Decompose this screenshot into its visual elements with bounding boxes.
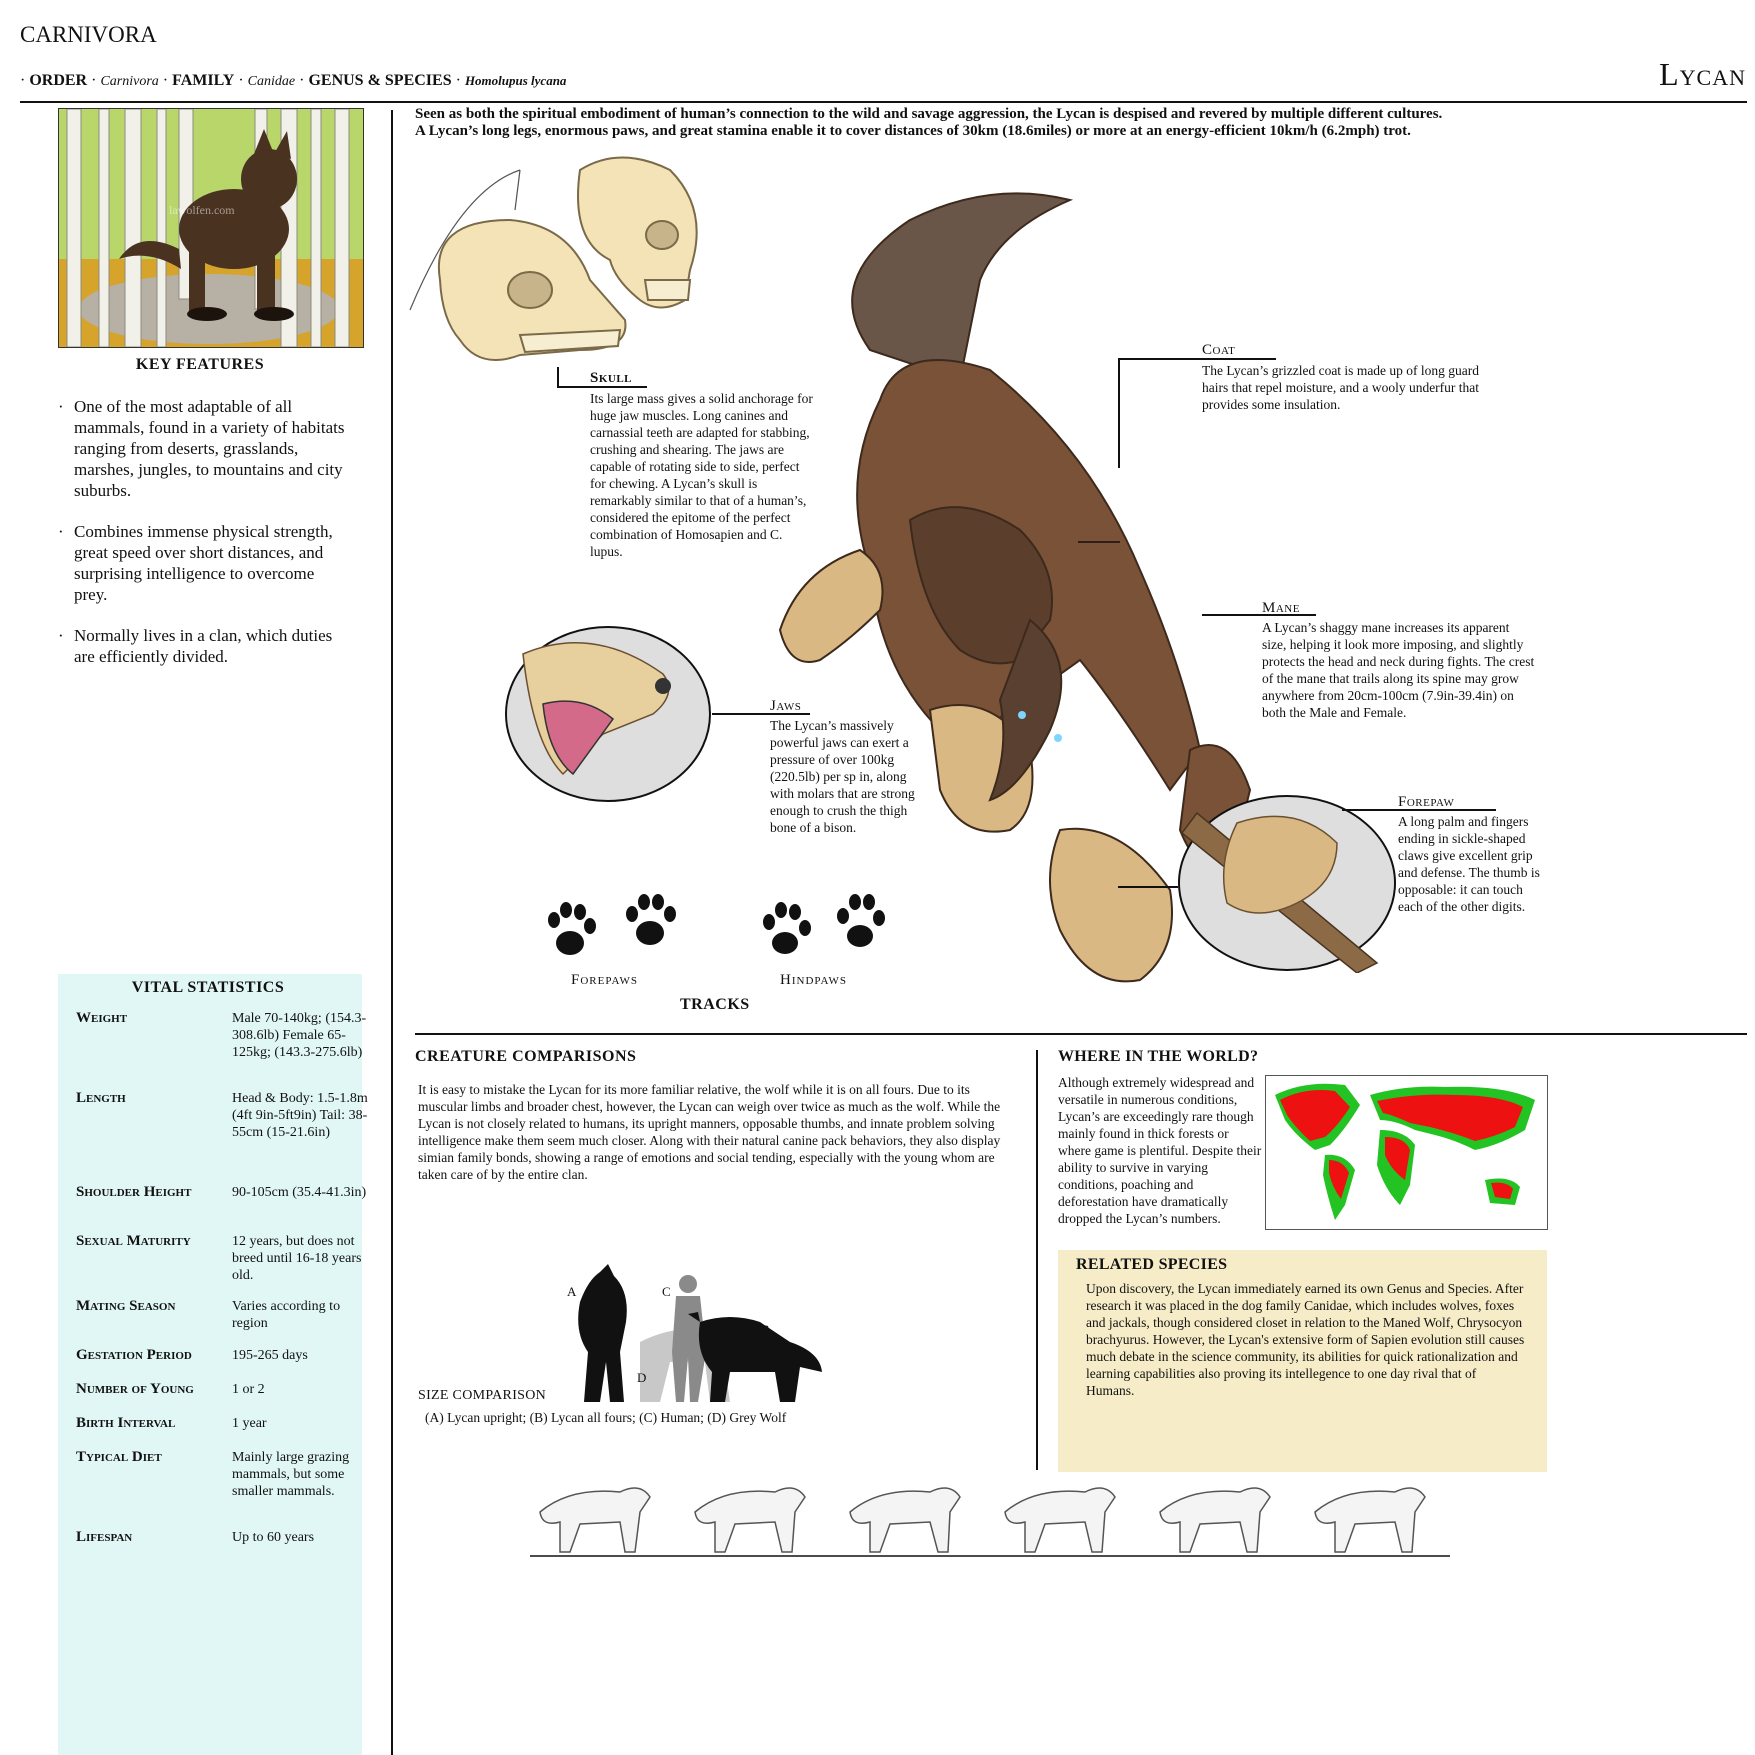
taxonomy-order-label: ORDER [29,72,88,89]
vital-value: 12 years, but does not breed until 16-18 years old. [232,1234,362,1283]
vital-value: Up to 60 years [232,1530,315,1545]
world-range-map [1265,1075,1548,1230]
vital-row-shoulder-height [76,1184,376,1224]
taxonomy-genus-value: Homolupus lycana [464,73,567,88]
taxonomy-family-label: FAMILY [172,72,235,89]
key-feature-item: · Normally lives in a clan, which duties are efficiently divided. [58,625,348,667]
vital-row-lifespan [76,1529,376,1551]
forepaw-tracks [540,888,690,968]
world-text: Although extremely widespread and versatile in numerous conditions, Lycan’s are exceedingly rare though mainly found in thick forests or where game is plentiful. Despite their ability to survive in varying conditions, poaching and deforestation have dramatically dropped the Lycan’s numbers. [1058,1075,1262,1226]
vital-statistics-title: VITAL STATISTICS [131,979,285,996]
intro-line-2: A Lycan’s long legs, enormous paws, and great stamina enable it to cover distances of 30km (18.6miles) or more at an energy-efficient 10km/h (6.2mph) trot. [415,123,1411,139]
vital-value: Male 70-140kg; (154.3-308.6lb) Female 65-125kg; (143.3-275.6lb) [232,1011,367,1060]
taxonomy-genus-label: GENUS & SPECIES [308,72,452,89]
mane-title: Mane [1262,600,1300,616]
vital-key: Shoulder Height [76,1184,192,1200]
bottom-vertical-divider [1036,1050,1038,1470]
taxonomy-order-value: Carnivora [100,74,159,89]
forepaw-text: A long palm and fingers ending in sickle-shaped claws give excellent grip and defense. The thumb is opposable: it can touch each of the other digits. [1398,814,1540,914]
size-comparison-title: SIZE COMPARISON [418,1388,547,1403]
vital-key: Birth Interval [76,1415,176,1431]
skull-illustration [400,150,720,390]
related-species-text: Upon discovery, the Lycan immediately earned its own Genus and Species. After research it was placed in the dog family Canidae, which includes wolves, foxes and jackals, though considered closet in relation to the Maned Wolf, Chrysocyon brachyurus. However, the Lycan's extensive form of Sapien evolution still causes much debate in the science community, its abilities for quick rationalization and learning capabilities also proving its intellegence to one day rival that of Humans. [1086,1281,1525,1398]
vital-key: Lifespan [76,1529,133,1545]
key-features-title: KEY FEATURES [135,356,265,373]
vital-key: Gestation Period [76,1347,192,1363]
related-species-panel [1058,1250,1547,1472]
vital-row-number-of-young [76,1381,376,1403]
forepaws-label: Forepaws [571,972,639,988]
painting-watermark: lawolfen.com [169,203,235,217]
vital-value: 1 year [232,1416,267,1431]
tracks-title: TRACKS [680,996,750,1013]
skull-connector [557,367,559,387]
vital-row-mating-season [76,1298,376,1338]
vital-key: Weight [76,1010,128,1026]
vital-key: Typical Diet [76,1449,162,1465]
key-feature-item: · Combines immense physical strength, great speed over short distances, and surprising intelligence to overcome prey. [58,521,348,605]
size-label-d: D [637,1370,647,1385]
vital-statistics-panel [58,974,368,1755]
vital-key: Number of Young [76,1381,194,1397]
mane-annotation [1262,600,1537,721]
coat-title: Coat [1202,342,1236,358]
left-column-divider [391,110,393,1755]
vital-key: Sexual Maturity [76,1233,191,1249]
size-comparison-silhouettes [560,1262,840,1410]
vital-value: Mainly large grazing mammals, but some smaller mammals. [232,1450,350,1499]
lycan-forest-painting [58,108,364,348]
hindpaws-label: Hindpaws [780,972,848,988]
vital-value: Varies according to region [232,1299,341,1331]
intro-text [415,106,1735,140]
vital-value: Head & Body: 1.5-1.8m (4ft 9in-5ft9in) Tail: 38-55cm (15-21.6in) [232,1091,368,1140]
size-label-b: B [761,1322,770,1337]
key-features-list [58,396,348,687]
coat-connector-v [1118,358,1120,468]
intro-line-1: Seen as both the spiritual embodiment of human’s connection to the wild and savage aggression, the Lycan is despised and revered by multiple different cultures. [415,106,1443,122]
vital-row-typical-diet [76,1449,376,1519]
vital-row-weight [76,1010,376,1080]
related-species-title: RELATED SPECIES [1076,1256,1228,1273]
forepaw-annotation [1398,794,1543,915]
vital-row-gestation-period [76,1347,376,1369]
world-title: WHERE IN THE WORLD? [1058,1048,1259,1065]
vital-row-birth-interval [76,1415,376,1437]
taxonomy-line: · ORDER · Carnivora · FAMILY · Canidae · GENUS & SPECIES · Homolupus lycana [20,72,567,89]
vital-row-length [76,1090,376,1170]
jaws-circle-illustration [503,624,713,804]
jaws-text: The Lycan’s massively powerful jaws can exert a pressure of over 100kg (220.5lb) per sp in, along with molars that are strong enough to crush the thigh bone of a bison. [770,718,915,835]
coat-annotation [1202,342,1492,413]
forepaw-title: Forepaw [1398,794,1455,810]
key-feature-item: · One of the most adaptable of all mammals, found in a variety of habitats ranging from deserts, grasslands, marshes, jungles, to mountains and city suburbs. [58,396,348,501]
vital-key: Length [76,1090,126,1106]
size-label-c: C [662,1284,671,1299]
skull-title: Skull [590,370,633,386]
main-horizontal-divider [415,1033,1747,1035]
size-comparison-caption: (A) Lycan upright; (B) Lycan all fours; (C) Human; (D) Grey Wolf [425,1410,787,1425]
hindpaw-tracks [755,888,895,968]
vital-value: 1 or 2 [232,1382,265,1397]
comparisons-text: It is easy to mistake the Lycan for its more familiar relative, the wolf while it is on all fours. Due to its muscular limbs and broader chest, however, the Lycan can weigh over twice as much as the wolf. While the Lycan is not closely related to humans, its upright manners, opposable thumbs, and innate problem solving intelligence make them seem much closer. Along with their natural canine pack behaviors, they also display simian family bonds, showing a range of emotions and social tending, especially with the young whom are taken care of by the entire clan. [418,1082,1001,1182]
wolf-walk-sequence [530,1472,1450,1558]
mane-text: A Lycan’s shaggy mane increases its apparent size, helping it look more imposing, and slightly protects the head and neck during fights. The crest of the mane that trails along its spine may grow anywhere from 20cm-100cm (7.9in-39.4in) on both the Male and Female. [1262,620,1535,720]
comparisons-title: CREATURE COMPARISONS [415,1048,637,1065]
vital-row-sexual-maturity [76,1233,376,1289]
page-title: Lycan [1659,56,1746,92]
order-class: CARNIVORA [20,22,157,47]
forepaw-circle-illustration [1177,793,1397,973]
forepaw-circle-connector [1118,886,1178,888]
skull-annotation [590,370,815,560]
coat-text: The Lycan’s grizzled coat is made up of long guard hairs that repel moisture, and a wooly underfur that provides some insulation. [1202,363,1480,412]
forest-painting-graphic [59,109,363,347]
taxonomy-family-value: Canidae [247,74,296,89]
vital-value: 90-105cm (35.4-41.3in) [232,1185,367,1200]
size-label-a: A [567,1284,577,1299]
vital-value: 195-265 days [232,1348,308,1363]
vital-key: Mating Season [76,1298,176,1314]
header-rule [20,101,1747,103]
skull-text: Its large mass gives a solid anchorage for huge jaw muscles. Long canines and carnassial teeth are adapted for stabbing, crushing and shearing. The jaws are capable of rotating side to side, perfect for chewing. A Lycan’s skull is remarkably similar to that of a human’s, considered the epitome of the perfect combination of Homosapien and C. lupus. [590,391,813,559]
jaws-title: Jaws [770,698,802,714]
jaws-annotation [770,698,920,836]
